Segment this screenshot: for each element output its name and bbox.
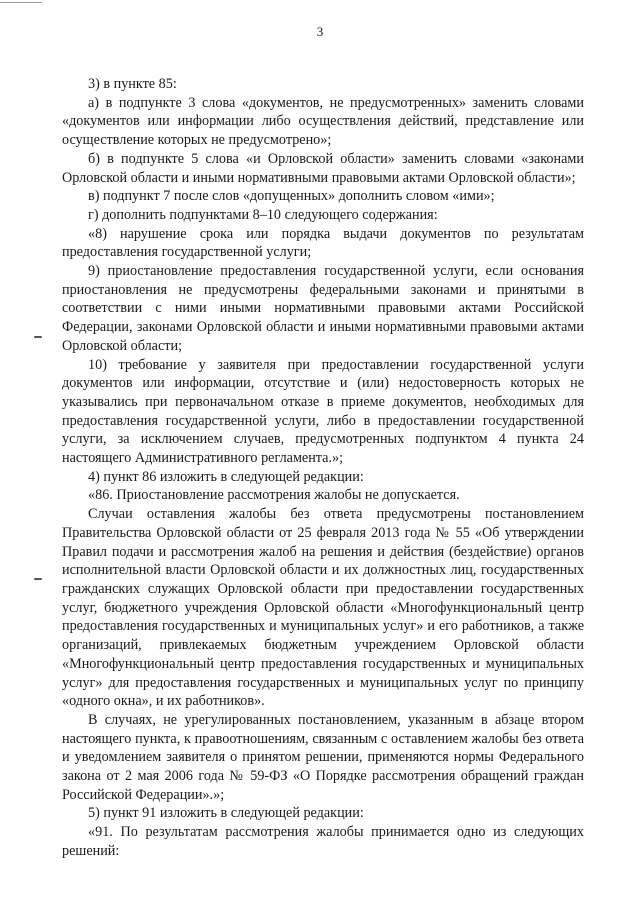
top-rule	[0, 2, 42, 3]
paragraph: а) в подпункте 3 слова «документов, не предусмотренных» заменить словами «документов или информации либо осуществления действий, представление или осуществление которых не предусмотрено»;	[62, 94, 584, 149]
document-body	[62, 75, 584, 861]
paragraph: 5) пункт 91 изложить в следующей редакции:	[88, 805, 364, 822]
paragraph: «91. По результатам рассмотрения жалобы принимается одно из следующих решений:	[62, 824, 584, 859]
page-number: 3	[316, 24, 324, 39]
paragraph: «86. Приостановление рассмотрения жалобы не допускается.	[88, 487, 460, 504]
paragraph: Случаи оставления жалобы без ответа предусмотрены постановлением Правительства Орловской области от 25 февраля 2013 года № 55 «Об утверждении Правил подачи и рассмотрения жалоб на решения и действия (бездействие) органов исполнительной власти Орловской области и их должностных лиц, государственных гражданских служащих Орловской области при предоставлении государственных услуг, бюджетного учреждения Орловской области «Многофункциональный центр предоставления государственных и муниципальных услуг» и его работников, а также организаций, привлекаемых бюджетным учреждением Орловской области «Многофункциональный центр предоставления государственных и муниципальных услуг» для предоставления государственных и муниципальных услуг по принципу «одного окна», и их работников».	[62, 506, 584, 710]
paragraph: 3) в пункте 85:	[88, 76, 177, 92]
paragraph: 9) приостановление предоставления государственной услуги, если основания приостановления не предусмотрены федеральными законами и принятыми в соответствии с ними иными нормативными правовыми актами Российской Федерации, законами Орловской области и иными нормативными правовыми актами Орловской области;	[62, 263, 584, 354]
paragraph: 10) требование у заявителя при предоставлении государственной услуги документов или информации, отсутствие и (или) недостоверность которых не указывались при первоначальном отказе в приеме документов, необходимых для предоставления государственной услуги, либо в предоставлении государственной услуги, за исключением случаев, предусмотренных подпунктом 4 пункта 24 настоящего Административного регламента.»;	[62, 356, 584, 467]
paragraph: г) дополнить подпунктами 8–10 следующего содержания:	[88, 206, 438, 223]
paragraph: 4) пункт 86 изложить в следующей редакции:	[88, 468, 364, 485]
paragraph: «8) нарушение срока или порядка выдачи документов по результатам предоставления государственной услуги;	[62, 225, 584, 261]
margin-mark	[34, 336, 42, 338]
paragraph: в) подпункт 7 после слов «допущенных» дополнить словом «ими»;	[88, 188, 495, 205]
margin-mark	[34, 578, 42, 580]
paragraph: В случаях, не урегулированных постановлением, указанным в абзаце втором настоящего пункта, к правоотношениям, связанным с оставлением жалобы без ответа и уведомлением заявителя о принятом решении, применяются нормы Федерального закона от 2 мая 2006 года № 59-ФЗ «О Порядке рассмотрения обращений граждан Российской Федерации».»;	[62, 711, 584, 803]
paragraph: б) в подпункте 5 слова «и Орловской области» заменить словами «законами Орловской области и иными нормативными правовыми актами Орловской области»;	[62, 150, 584, 186]
